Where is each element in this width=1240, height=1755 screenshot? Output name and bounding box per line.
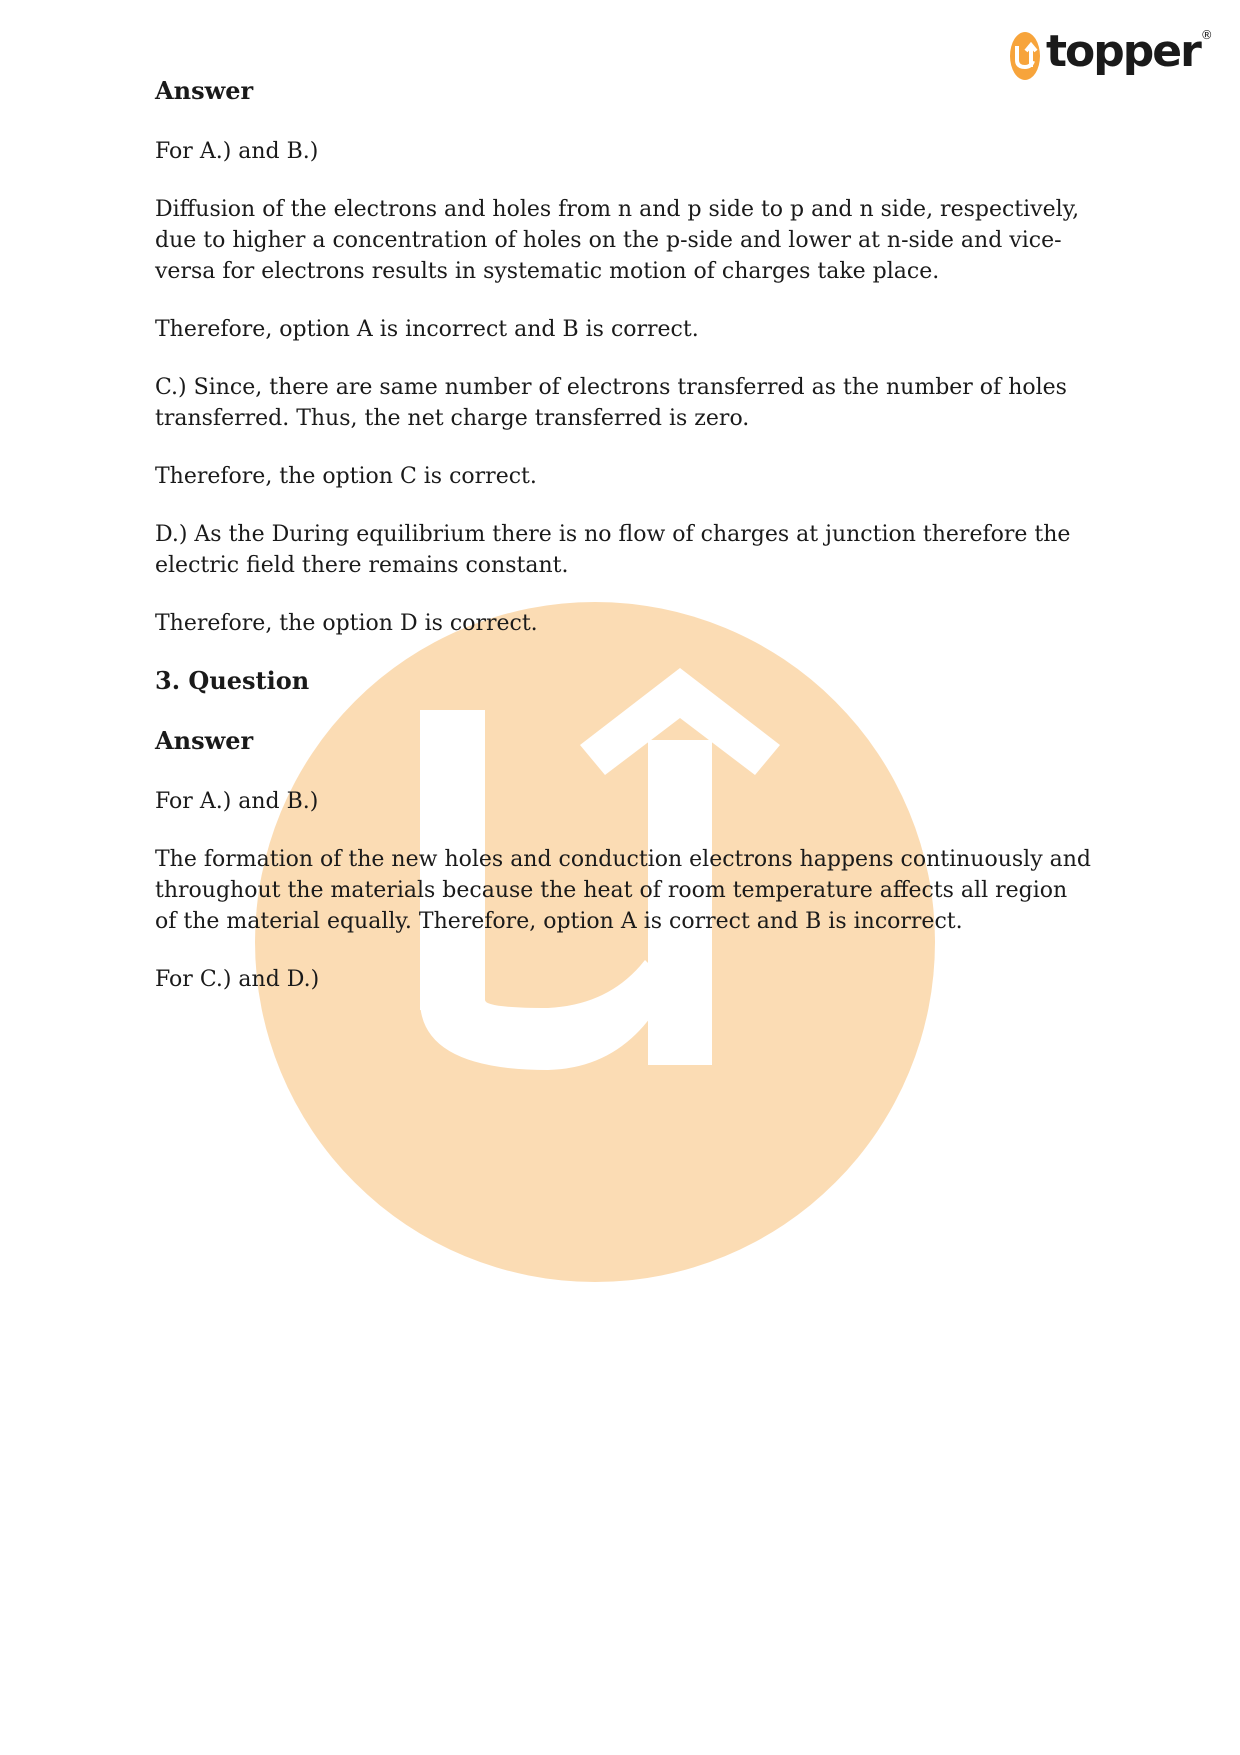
logo-badge-icon bbox=[1010, 32, 1040, 80]
paragraph: C.) Since, there are same number of electrons transferred as the number of holes transferred. Thus, the net charge transferred is zero. bbox=[155, 375, 1067, 431]
paragraph: Therefore, the option D is correct. bbox=[155, 611, 538, 636]
section-heading: 3. Question bbox=[155, 666, 310, 695]
paragraph: The formation of the new holes and conduction electrons happens continuously and throughout the materials because the heat of room temperature affects all region of the material equally. Therefore, option A is correct and B is incorrect. bbox=[155, 847, 1091, 934]
section-heading: Answer bbox=[155, 726, 254, 755]
section-heading: Answer bbox=[155, 76, 254, 105]
paragraph: For A.) and B.) bbox=[155, 789, 319, 814]
paragraph: For A.) and B.) bbox=[155, 139, 319, 164]
paragraph: For C.) and D.) bbox=[155, 967, 320, 992]
paragraph: D.) As the During equilibrium there is no flow of charges at junction therefore the electric field there remains constant. bbox=[155, 522, 1071, 578]
logo-wordmark: topper bbox=[1046, 26, 1200, 77]
brand-logo bbox=[1010, 26, 1213, 90]
paragraph: Therefore, the option C is correct. bbox=[155, 464, 537, 489]
paragraph: Diffusion of the electrons and holes from n and p side to p and n side, respectively, due to higher a concentration of holes on the p-side and lower at n-side and vice-versa for electrons results in systematic motion of charges take place. bbox=[155, 197, 1080, 284]
registered-mark: ® bbox=[1200, 28, 1213, 42]
paragraph: Therefore, option A is incorrect and B is correct. bbox=[155, 317, 699, 342]
document-body bbox=[155, 76, 1095, 1022]
